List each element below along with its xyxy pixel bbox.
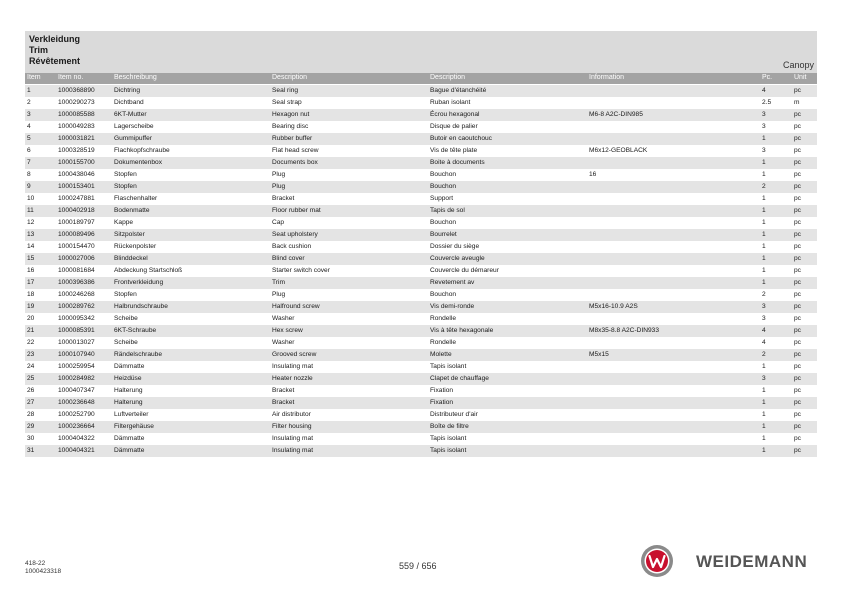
cell-description-en: Insulating mat [272, 447, 314, 454]
cell-pc: 1 [762, 423, 766, 430]
cell-item: 23 [27, 351, 35, 358]
cell-item: 10 [27, 195, 35, 202]
table-row [25, 325, 817, 337]
cell-description-fr: Disque de palier [430, 123, 478, 130]
cell-item-no: 1000402918 [58, 207, 95, 214]
cell-unit: pc [794, 207, 801, 214]
cell-beschreibung: Abdeckung Startschloß [114, 267, 183, 274]
cell-beschreibung: Stopfen [114, 171, 137, 178]
cell-beschreibung: Frontverkleidung [114, 279, 164, 286]
cell-description-fr: Tapis de sol [430, 207, 465, 214]
col-item: Item [27, 74, 41, 81]
table-row [25, 385, 817, 397]
cell-item: 28 [27, 411, 35, 418]
cell-description-fr: Boîte de filtre [430, 423, 469, 430]
cell-unit: pc [794, 351, 801, 358]
cell-information: M6x12-GEOBLACK [589, 147, 648, 154]
cell-information: M5x16-10.9 A2S [589, 303, 638, 310]
header-band [25, 31, 817, 73]
table-row [25, 145, 817, 157]
table-header [25, 73, 817, 84]
cell-beschreibung: 6KT-Mutter [114, 111, 147, 118]
cell-unit: pc [794, 255, 801, 262]
cell-description-fr: Fixation [430, 399, 454, 406]
cell-unit: pc [794, 399, 801, 406]
cell-beschreibung: Rändelschraube [114, 351, 163, 358]
cell-unit: pc [794, 195, 801, 202]
cell-pc: 1 [762, 243, 766, 250]
cell-item: 25 [27, 375, 35, 382]
table-row [25, 397, 817, 409]
cell-description-en: Floor rubber mat [272, 207, 321, 214]
cell-item-no: 1000153401 [58, 183, 95, 190]
cell-description-en: Rubber buffer [272, 135, 313, 142]
cell-description-fr: Bouchon [430, 183, 457, 190]
table-row [25, 289, 817, 301]
cell-item-no: 1000247881 [58, 195, 95, 202]
cell-beschreibung: Kappe [114, 219, 134, 226]
title-english: Trim [29, 45, 49, 55]
cell-pc: 4 [762, 87, 766, 94]
title-block [29, 34, 80, 67]
cell-description-fr: Bouchon [430, 291, 457, 298]
table-row [25, 349, 817, 361]
cell-information: M5x15 [589, 351, 609, 358]
col-item-no: Item no. [58, 74, 84, 81]
cell-unit: pc [794, 123, 801, 130]
cell-pc: 1 [762, 135, 766, 142]
cell-description-en: Flat head screw [272, 147, 319, 154]
table-row [25, 361, 817, 373]
cell-beschreibung: Flaschenhalter [114, 195, 158, 202]
footer-code-2: 1000423318 [25, 567, 62, 575]
cell-pc: 1 [762, 159, 766, 166]
cell-unit: pc [794, 387, 801, 394]
cell-description-fr: Écrou hexagonal [430, 111, 480, 118]
cell-description-en: Starter switch cover [272, 267, 330, 274]
cell-item-no: 1000290273 [58, 99, 95, 106]
cell-pc: 1 [762, 219, 766, 226]
cell-unit: pc [794, 363, 801, 370]
cell-item: 21 [27, 327, 35, 334]
cell-beschreibung: Sitzpolster [114, 231, 145, 238]
cell-item: 2 [27, 99, 31, 106]
cell-unit: pc [794, 219, 801, 226]
cell-description-en: Bracket [272, 399, 295, 406]
cell-item-no: 1000155700 [58, 159, 95, 166]
cell-pc: 3 [762, 147, 766, 154]
cell-item: 17 [27, 279, 35, 286]
brand-wordmark: WEIDEMANN [696, 552, 808, 571]
cell-item: 7 [27, 159, 31, 166]
cell-item: 19 [27, 303, 35, 310]
cell-item: 22 [27, 339, 35, 346]
cell-description-fr: Rondelle [430, 339, 457, 346]
cell-beschreibung: Rückenpolster [114, 243, 157, 250]
cell-beschreibung: Dämmatte [114, 363, 145, 370]
cell-pc: 1 [762, 231, 766, 238]
cell-description-fr: Vis à tête hexagonale [430, 327, 494, 334]
cell-unit: pc [794, 171, 801, 178]
table-row [25, 301, 817, 313]
cell-item-no: 1000085588 [58, 111, 95, 118]
cell-pc: 2.5 [762, 99, 772, 106]
cell-description-en: Trim [272, 279, 285, 286]
cell-description-fr: Clapet de chauffage [430, 375, 489, 382]
col-description-en: Description [272, 74, 308, 81]
cell-description-fr: Support [430, 195, 454, 202]
cell-item-no: 1000368890 [58, 87, 95, 94]
cell-description-en: Hexagon nut [272, 111, 310, 118]
table-row [25, 205, 817, 217]
cell-description-en: Plug [272, 291, 286, 298]
cell-beschreibung: Dokumentenbox [114, 159, 163, 166]
cell-beschreibung: Dichtband [114, 99, 144, 106]
cell-pc: 2 [762, 351, 766, 358]
cell-pc: 1 [762, 363, 766, 370]
cell-beschreibung: Stopfen [114, 183, 137, 190]
cell-item: 13 [27, 231, 35, 238]
cell-item: 3 [27, 111, 31, 118]
cell-unit: pc [794, 303, 801, 310]
table-row [25, 85, 817, 97]
cell-description-en: Bearing disc [272, 123, 309, 130]
cell-pc: 3 [762, 303, 766, 310]
cell-description-fr: Distributeur d'air [430, 411, 478, 418]
cell-item: 5 [27, 135, 31, 142]
cell-pc: 3 [762, 375, 766, 382]
cell-description-fr: Vis de tête plate [430, 147, 478, 154]
cell-description-en: Hex screw [272, 327, 303, 334]
cell-beschreibung: 6KT-Schraube [114, 327, 157, 334]
table-row [25, 253, 817, 265]
cell-item-no: 1000095342 [58, 315, 95, 322]
cell-description-fr: Bourrelet [430, 231, 457, 238]
cell-item: 16 [27, 267, 35, 274]
cell-information: M8x35-8.8 A2C-DIN933 [589, 327, 660, 334]
table-row [25, 241, 817, 253]
cell-pc: 1 [762, 411, 766, 418]
cell-unit: pc [794, 159, 801, 166]
table-row [25, 229, 817, 241]
col-description-fr: Description [430, 74, 466, 81]
table-row [25, 433, 817, 445]
cell-unit: pc [794, 411, 801, 418]
cell-item: 1 [27, 87, 31, 94]
section-label: Canopy [782, 60, 814, 70]
cell-pc: 1 [762, 279, 766, 286]
cell-description-en: Washer [272, 339, 295, 346]
cell-item-no: 1000189797 [58, 219, 95, 226]
cell-pc: 1 [762, 447, 766, 454]
col-beschreibung: Beschreibung [114, 74, 157, 81]
cell-pc: 3 [762, 111, 766, 118]
cell-information: M6-8 A2C-DIN985 [589, 111, 643, 118]
cell-unit: pc [794, 111, 801, 118]
cell-item-no: 1000252790 [58, 411, 95, 418]
cell-item: 31 [27, 447, 35, 454]
cell-pc: 3 [762, 315, 766, 322]
table-row [25, 169, 817, 181]
cell-item-no: 1000089496 [58, 231, 95, 238]
cell-item-no: 1000107940 [58, 351, 95, 358]
cell-description-fr: Dossier du siège [430, 243, 480, 250]
cell-item-no: 1000289762 [58, 303, 95, 310]
cell-beschreibung: Blinddeckel [114, 255, 148, 262]
cell-item: 20 [27, 315, 35, 322]
cell-item: 4 [27, 123, 31, 130]
cell-unit: pc [794, 147, 801, 154]
cell-beschreibung: Stopfen [114, 291, 137, 298]
cell-description-en: Halfround screw [272, 303, 320, 310]
cell-item: 11 [27, 207, 34, 214]
cell-description-fr: Couvercle aveugle [430, 255, 485, 262]
cell-item-no: 1000259954 [58, 363, 95, 370]
cell-unit: pc [794, 375, 801, 382]
cell-item: 29 [27, 423, 35, 430]
table-row [25, 193, 817, 205]
cell-description-en: Documents box [272, 159, 318, 166]
cell-item: 14 [27, 243, 35, 250]
cell-item-no: 1000049283 [58, 123, 95, 130]
cell-item: 30 [27, 435, 35, 442]
table-row [25, 313, 817, 325]
table-row [25, 217, 817, 229]
cell-item: 9 [27, 183, 31, 190]
cell-description-en: Washer [272, 315, 295, 322]
cell-beschreibung: Lagerscheibe [114, 123, 154, 130]
cell-unit: pc [794, 135, 801, 142]
table-row [25, 373, 817, 385]
cell-beschreibung: Dämmatte [114, 447, 145, 454]
cell-pc: 1 [762, 399, 766, 406]
table-row [25, 157, 817, 169]
cell-item: 6 [27, 147, 31, 154]
cell-pc: 4 [762, 327, 766, 334]
cell-beschreibung: Flachkopfschraube [114, 147, 170, 154]
cell-description-en: Seal ring [272, 87, 299, 94]
cell-beschreibung: Scheibe [114, 339, 138, 346]
table-row [25, 133, 817, 145]
cell-information: 16 [589, 171, 597, 178]
cell-description-en: Insulating mat [272, 363, 314, 370]
cell-item-no: 1000396386 [58, 279, 95, 286]
cell-pc: 1 [762, 255, 766, 262]
cell-beschreibung: Heizdüse [114, 375, 142, 382]
cell-description-en: Seat upholstery [272, 231, 318, 238]
cell-item-no: 1000284982 [58, 375, 95, 382]
cell-item: 15 [27, 255, 35, 262]
cell-item: 18 [27, 291, 35, 298]
cell-description-fr: Revetement av [430, 279, 475, 286]
cell-unit: pc [794, 243, 801, 250]
cell-description-fr: Fixation [430, 387, 454, 394]
cell-beschreibung: Halterung [114, 387, 143, 394]
parts-table-body [25, 85, 817, 457]
cell-beschreibung: Luftverteiler [114, 411, 149, 418]
cell-unit: pc [794, 327, 801, 334]
col-unit: Unit [794, 74, 807, 81]
cell-item: 24 [27, 363, 35, 370]
cell-unit: pc [794, 339, 801, 346]
cell-item-no: 1000154470 [58, 243, 95, 250]
cell-description-fr: Couvercle du démareur [430, 267, 499, 274]
cell-description-fr: Bouchon [430, 219, 457, 226]
cell-pc: 2 [762, 291, 766, 298]
cell-beschreibung: Dämmatte [114, 435, 145, 442]
cell-pc: 1 [762, 435, 766, 442]
cell-item-no: 1000438046 [58, 171, 95, 178]
cell-pc: 1 [762, 387, 766, 394]
cell-pc: 1 [762, 207, 766, 214]
table-row [25, 409, 817, 421]
cell-description-en: Filter housing [272, 423, 312, 430]
cell-description-en: Blind cover [272, 255, 305, 262]
cell-beschreibung: Filtergehäuse [114, 423, 154, 430]
cell-item-no: 1000407347 [58, 387, 95, 394]
cell-description-fr: Ruban isolant [430, 99, 471, 106]
title-german: Verkleidung [29, 34, 81, 44]
cell-beschreibung: Dichtring [114, 87, 141, 94]
cell-item-no: 1000404321 [58, 447, 95, 454]
cell-unit: m [794, 99, 800, 106]
cell-description-fr: Tapis isolant [430, 435, 467, 442]
cell-description-en: Bracket [272, 387, 295, 394]
cell-item-no: 1000404322 [58, 435, 95, 442]
cell-item: 8 [27, 171, 31, 178]
cell-unit: pc [794, 291, 801, 298]
cell-pc: 1 [762, 267, 766, 274]
cell-beschreibung: Scheibe [114, 315, 138, 322]
cell-item-no: 1000236664 [58, 423, 95, 430]
cell-item-no: 1000013027 [58, 339, 95, 346]
cell-unit: pc [794, 423, 801, 430]
cell-description-fr: Boite à documents [430, 159, 485, 166]
cell-pc: 1 [762, 195, 766, 202]
cell-description-fr: Butoir en caoutchouc [430, 135, 492, 142]
cell-item-no: 1000081684 [58, 267, 95, 274]
cell-unit: pc [794, 447, 801, 454]
cell-description-en: Heater nozzle [272, 375, 313, 382]
cell-pc: 3 [762, 123, 766, 130]
cell-description-fr: Tapis isolant [430, 447, 467, 454]
cell-unit: pc [794, 87, 801, 94]
cell-item: 27 [27, 399, 35, 406]
table-row [25, 121, 817, 133]
cell-description-en: Cap [272, 219, 285, 226]
table-row [25, 109, 817, 121]
cell-description-en: Air distributor [272, 411, 311, 418]
table-row [25, 337, 817, 349]
table-row [25, 181, 817, 193]
cell-pc: 1 [762, 171, 766, 178]
cell-description-en: Plug [272, 183, 286, 190]
cell-unit: pc [794, 315, 801, 322]
cell-unit: pc [794, 183, 801, 190]
cell-beschreibung: Halterung [114, 399, 143, 406]
cell-item-no: 1000236648 [58, 399, 95, 406]
cell-description-fr: Bouchon [430, 171, 457, 178]
cell-unit: pc [794, 231, 801, 238]
cell-unit: pc [794, 267, 801, 274]
title-french: Révêtement [29, 56, 81, 66]
cell-item: 26 [27, 387, 35, 394]
cell-description-en: Insulating mat [272, 435, 314, 442]
cell-description-fr: Rondelle [430, 315, 457, 322]
cell-beschreibung: Bodenmatte [114, 207, 150, 214]
cell-item-no: 1000027006 [58, 255, 95, 262]
cell-item: 12 [27, 219, 35, 226]
cell-description-fr: Vis demi-ronde [430, 303, 475, 310]
cell-description-en: Grooved screw [272, 351, 317, 358]
table-row [25, 97, 817, 109]
cell-item-no: 1000246268 [58, 291, 95, 298]
cell-description-en: Plug [272, 171, 286, 178]
table-row [25, 265, 817, 277]
cell-description-en: Seal strap [272, 99, 302, 106]
table-row [25, 421, 817, 433]
col-information: Information [589, 74, 625, 81]
cell-unit: pc [794, 279, 801, 286]
cell-item-no: 1000085391 [58, 327, 95, 334]
col-pc: Pc. [762, 74, 773, 81]
table-row [25, 277, 817, 289]
cell-beschreibung: Halbrundschraube [114, 303, 168, 310]
cell-description-en: Back cushion [272, 243, 312, 250]
footer-codes [25, 560, 61, 575]
cell-item-no: 1000328519 [58, 147, 95, 154]
cell-description-fr: Tapis isolant [430, 363, 467, 370]
cell-pc: 4 [762, 339, 766, 346]
cell-description-en: Bracket [272, 195, 295, 202]
weidemann-logo-icon [640, 544, 674, 578]
cell-item-no: 1000031821 [58, 135, 95, 142]
page-number: 559 / 656 [399, 561, 437, 571]
cell-description-fr: Molette [430, 351, 452, 358]
cell-unit: pc [794, 435, 801, 442]
cell-description-fr: Bague d'étanchéité [430, 87, 487, 94]
footer-code-1: 418-22 [25, 560, 46, 567]
table-row [25, 445, 817, 457]
cell-beschreibung: Gummipuffer [114, 135, 152, 142]
cell-pc: 2 [762, 183, 766, 190]
